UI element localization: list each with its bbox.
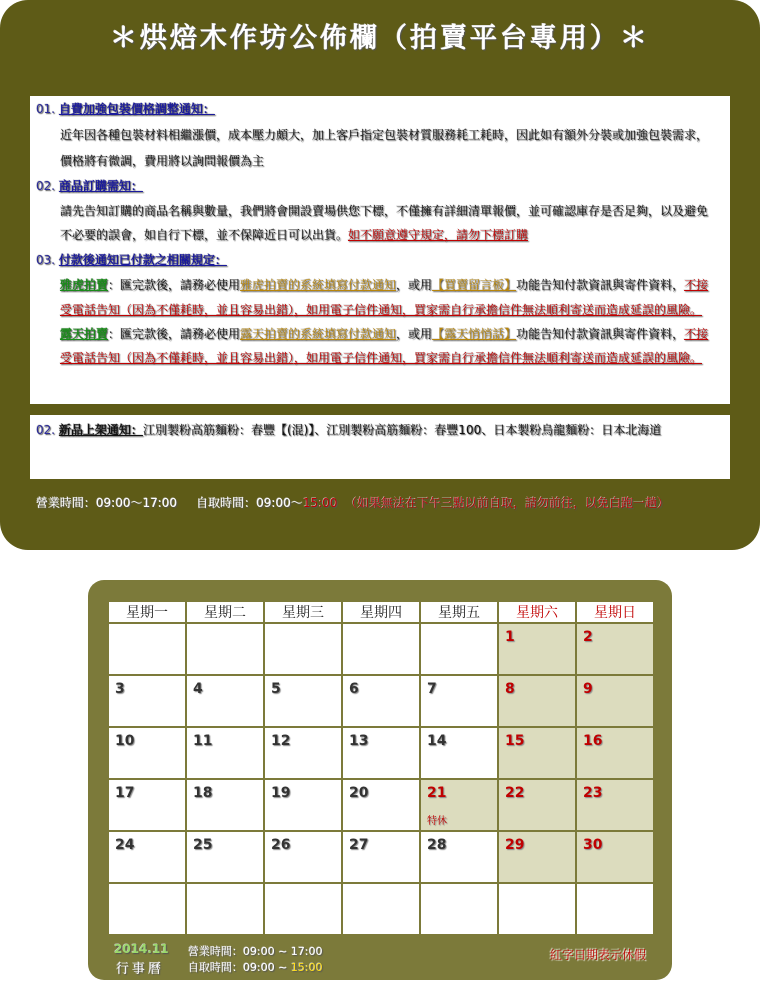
day-number: 11 (193, 733, 213, 749)
yahoo-line2 (60, 301, 702, 318)
calendar-day-cell (187, 832, 263, 882)
day-number: 6 (349, 681, 359, 697)
new-item-text: 江別製粉高筋麵粉：春豐【(混)】、江別製粉高筋麵粉：春豐100、日本製粉烏龍麵粉：日本北海道 (142, 423, 662, 437)
calendar-day-cell (577, 728, 653, 778)
yahoo-system-link: 雅虎拍賣的系統填寫付款通知 (240, 278, 397, 292)
weekday-header: 星期三 (265, 602, 341, 622)
new-item-box (30, 415, 730, 479)
calendar-grid (107, 600, 655, 936)
calendar-label: 行事曆 (116, 962, 165, 977)
ruten-text-e: 功能告知付款資訊與寄件資料， (516, 327, 685, 341)
day-number: 22 (505, 785, 525, 801)
calendar-day-cell (499, 676, 575, 726)
calendar-day-cell (343, 676, 419, 726)
yahoo-text-a: ：匯完款後，請務必使用 (108, 278, 241, 292)
weekday-header: 星期四 (343, 602, 419, 622)
day-number: 8 (505, 681, 515, 697)
section2-heading: 商品訂購需知： (58, 179, 143, 193)
calendar-day-cell (343, 780, 419, 830)
calendar-day-cell (499, 884, 575, 934)
day-number: 16 (583, 733, 603, 749)
calendar-week-row (109, 780, 653, 830)
weekday-header: 星期六 (499, 602, 575, 622)
day-number: 30 (583, 837, 603, 853)
yahoo-text-c: ，或用 (396, 278, 433, 292)
day-number: 29 (505, 837, 525, 853)
day-number: 14 (427, 733, 447, 749)
day-number: 12 (271, 733, 291, 749)
ruten-line1 (60, 325, 708, 342)
ruten-system-link: 露天拍賣的系統填寫付款通知 (240, 327, 397, 341)
calendar-day-cell (109, 780, 185, 830)
ruten-phone-warning: 受電話告知（因為不僅耗時，並且容易出錯） (60, 351, 295, 365)
calendar-day-cell (109, 884, 185, 934)
day-number: 4 (193, 681, 203, 697)
pickup-note: （如果無法在下午三點以前自取，請勿前往，以免白跑一趟） (345, 496, 670, 510)
calendar-day-cell (577, 884, 653, 934)
calendar-body (109, 624, 653, 934)
calendar-day-cell (421, 884, 497, 934)
calendar-day-cell (109, 624, 185, 674)
yahoo-phone-warning: 受電話告知（因為不僅耗時，並且容易出錯） (60, 303, 295, 317)
section2-line2-text: 不必要的誤會，如自行下標，並不保障近日可以出貨。 (60, 228, 349, 242)
yahoo-text-e: 功能告知付款資訊與寄件資料， (516, 278, 685, 292)
calendar-day-cell (265, 832, 341, 882)
bulletin-title: ＊烘焙木作坊公佈欄（拍賣平台專用）＊ (110, 23, 650, 54)
section1-number: 01. (36, 102, 56, 116)
yahoo-email-warning: ，如用電子信件通知，買家需自行承擔信件無法順利寄送而造成延誤的風險。 (294, 303, 703, 317)
calendar-day-cell (187, 728, 263, 778)
weekday-header: 星期日 (577, 602, 653, 622)
section3-header (36, 251, 227, 268)
day-number: 15 (505, 733, 525, 749)
day-number: 26 (271, 837, 291, 853)
day-number: 3 (115, 681, 125, 697)
ruten-line2 (60, 349, 702, 366)
calendar-month: 2014.11 (114, 942, 169, 956)
section1-line1: 近年因各種包裝材料相繼漲價，成本壓力頗大，加上客戶指定包裝材質服務耗工耗時，因此如有額外分裝或加強包裝需求， (60, 128, 709, 142)
day-number: 23 (583, 785, 603, 801)
calendar-day-cell (499, 832, 575, 882)
calendar-day-cell (187, 884, 263, 934)
day-number: 28 (427, 837, 447, 853)
day-number: 25 (193, 837, 213, 853)
ruten-label: 露天拍賣 (60, 327, 109, 341)
notice-box (30, 96, 730, 404)
calendar-day-cell (109, 728, 185, 778)
calendar-day-cell (265, 728, 341, 778)
calendar-day-cell (187, 676, 263, 726)
day-number: 27 (349, 837, 369, 853)
calendar-day-cell (265, 624, 341, 674)
calendar-pickup-text: 自取時間：09:00 ~ (188, 961, 291, 974)
calendar-pickup-end: 15:00 (290, 961, 323, 974)
yahoo-line1 (60, 276, 708, 293)
section3-number: 03. (36, 253, 56, 267)
day-number: 5 (271, 681, 281, 697)
section2-header (36, 177, 143, 194)
day-note: 特休 (427, 816, 447, 827)
calendar-day-cell (265, 780, 341, 830)
calendar-day-cell (109, 832, 185, 882)
section2-line2 (60, 226, 528, 243)
calendar-day-cell (577, 832, 653, 882)
calendar-day-cell (499, 780, 575, 830)
calendar-day-cell (577, 676, 653, 726)
new-item-number: 02. (36, 423, 56, 437)
business-hours: 營業時間：09:00～17:00 (36, 496, 178, 510)
ruten-email-warning: ，如用電子信件通知，買家需自行承擔信件無法順利寄送而造成延誤的風險。 (294, 351, 703, 365)
day-number: 7 (427, 681, 437, 697)
calendar-day-cell (421, 780, 497, 830)
calendar-day-cell (187, 780, 263, 830)
calendar-day-cell (265, 884, 341, 934)
day-number: 13 (349, 733, 369, 749)
day-number: 17 (115, 785, 135, 801)
day-number: 24 (115, 837, 135, 853)
new-item-line (36, 421, 661, 438)
calendar-panel (88, 580, 672, 980)
weekday-header: 星期五 (421, 602, 497, 622)
new-item-heading: 新品上架通知： (58, 423, 143, 437)
day-number: 10 (115, 733, 135, 749)
calendar-day-cell (421, 832, 497, 882)
day-number: 2 (583, 629, 593, 645)
calendar-day-cell (421, 728, 497, 778)
ruten-text-a: ：匯完款後，請務必使用 (108, 327, 241, 341)
pickup-end-time: 15:00 (302, 496, 338, 510)
calendar-day-cell (499, 728, 575, 778)
calendar-day-cell (343, 728, 419, 778)
calendar-day-cell (343, 624, 419, 674)
calendar-pickup-hours (188, 959, 323, 975)
yahoo-label: 雅虎拍賣 (60, 278, 109, 292)
ruten-whisper-link: 【露天悄悄話】 (432, 327, 517, 341)
calendar-day-cell (265, 676, 341, 726)
calendar-day-cell (109, 676, 185, 726)
calendar-day-cell (187, 624, 263, 674)
calendar-week-row (109, 676, 653, 726)
calendar-day-cell (421, 624, 497, 674)
weekday-header: 星期二 (187, 602, 263, 622)
day-number: 9 (583, 681, 593, 697)
pickup-hours: 自取時間：09:00～ (196, 496, 303, 510)
section1-header (36, 100, 215, 117)
ruten-text-c: ，或用 (396, 327, 433, 341)
calendar-day-cell (421, 676, 497, 726)
ruten-text-f: 不接 (684, 327, 709, 341)
section2-warning: 如不願意遵守規定，請勿下標訂購 (348, 228, 529, 242)
weekday-header-row (109, 602, 653, 622)
yahoo-text-f: 不接 (684, 278, 709, 292)
section1-line2: 價格將有微調，費用將以詢問報價為主 (60, 154, 265, 168)
section2-number: 02. (36, 179, 56, 193)
calendar-day-cell (499, 624, 575, 674)
calendar-business-hours: 營業時間：09:00 ~ 17:00 (188, 945, 323, 958)
holiday-legend: 紅字日期表示休假 (550, 948, 647, 962)
calendar-week-row (109, 624, 653, 674)
hours-bar (36, 494, 669, 511)
day-number: 20 (349, 785, 369, 801)
yahoo-board-link: 【買賣留言板】 (432, 278, 517, 292)
calendar-week-row (109, 728, 653, 778)
calendar-day-cell (577, 624, 653, 674)
day-number: 21 (427, 785, 447, 801)
section2-line1: 請先告知訂購的商品名稱與數量，我們將會開設賣場供您下標，不僅擁有詳細清單報價，並可確認庫存是否足夠，以及避免 (60, 204, 709, 218)
section1-heading: 自費加強包裝價格調整通知： (58, 102, 215, 116)
calendar-day-cell (577, 780, 653, 830)
day-number: 19 (271, 785, 291, 801)
calendar-week-row (109, 884, 653, 934)
section3-heading: 付款後通知已付款之相關規定： (58, 253, 227, 267)
calendar-week-row (109, 832, 653, 882)
calendar-day-cell (343, 884, 419, 934)
day-number: 1 (505, 629, 515, 645)
weekday-header: 星期一 (109, 602, 185, 622)
calendar-day-cell (343, 832, 419, 882)
day-number: 18 (193, 785, 213, 801)
